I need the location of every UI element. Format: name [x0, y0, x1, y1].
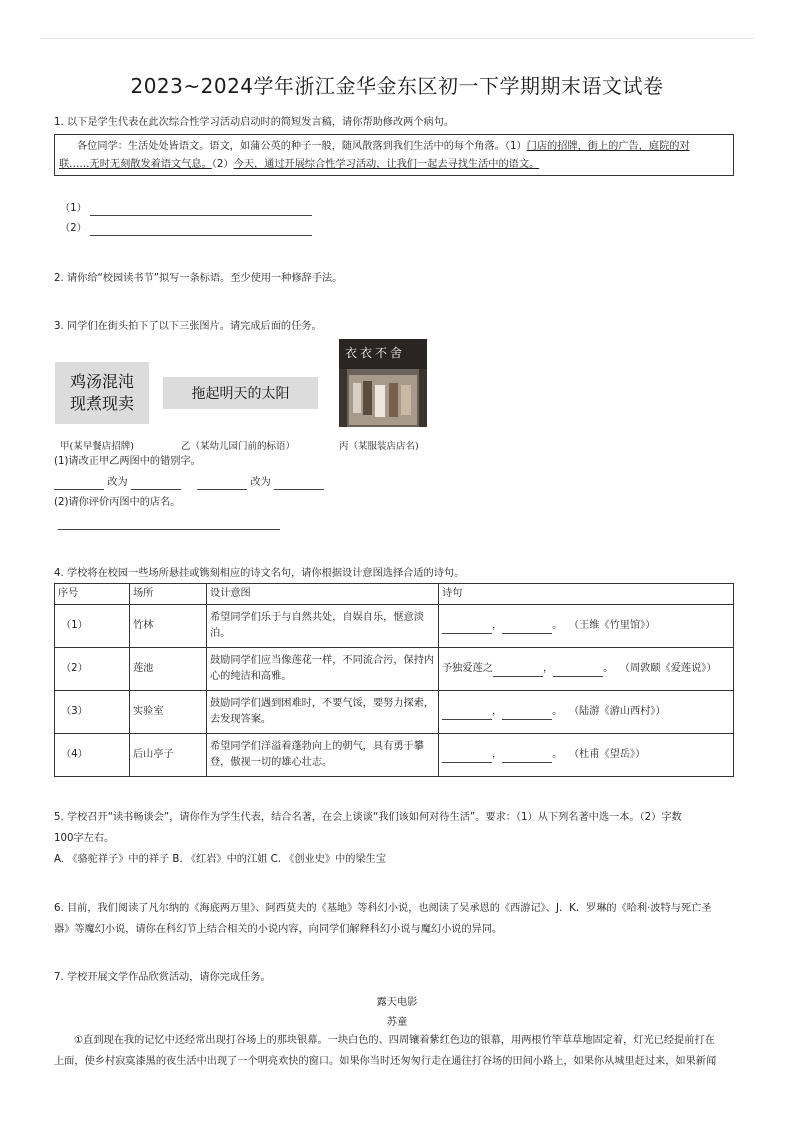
q1-stem: 1. 以下是学生代表在此次综合性学习活动启动时的简短发言稿，请你帮助修改两个病句。 — [54, 117, 455, 128]
article-paragraph-1-cont: 上面，使乡村寂寞漆黑的夜生活中出现了一个明亮欢快的窗口。如果你当时还匆匆行走在通往打谷场的田间小路上，如果你从城里赶过来，如果新闻 — [54, 1056, 717, 1067]
header-place: 场所 — [130, 584, 207, 605]
table-header-row — [55, 584, 734, 605]
q3-task-1-answers[interactable]: 改为 改为 — [54, 476, 324, 490]
poem-table — [54, 583, 734, 777]
caption-c: 丙（某服装店店名) — [339, 441, 419, 452]
table-row: （2） 莲池 鼓励同学们应当像莲花一样，不同流合污，保持内心的纯洁和高雅。 予独爱莲之 ， 。 （周敦颐《爱莲说》） — [55, 648, 734, 691]
header-no: 序号 — [55, 584, 130, 605]
article-paragraph-1: ①直到现在我的记忆中还经常出现打谷场上的那块银幕。一块白色的、四周镶着紫红色边的银幕，用两根竹竿草草地固定着，灯光已经提前打在 — [74, 1035, 715, 1046]
article-author: 苏童 — [386, 1017, 408, 1028]
q3-task-2: (2)请你评价丙图中的店名。 — [54, 497, 181, 508]
sign-kindergarten-slogan: 拖起明天的太阳 — [163, 377, 318, 409]
q3-stem: 3. 同学们在街头拍下了以下三张图片。请完成后面的任务。 — [54, 321, 322, 332]
q3-task-1: (1)请改正甲乙两图中的错别字。 — [54, 456, 201, 467]
q7-stem: 7. 学校开展文学作品欣赏活动，请你完成任务。 — [54, 972, 271, 983]
q3-task-2-answer[interactable] — [58, 516, 280, 530]
article-title: 露天电影 — [376, 997, 418, 1008]
q4-stem: 4. 学校将在校园一些场所悬挂或镌刻相应的诗文名句，请你根据设计意图选择合适的诗句。 — [54, 568, 465, 579]
table-row: （1） 竹林 希望同学们乐于与自然共处，自娱自乐，惬意淡泊。 ， 。 （王维《竹里馆》） — [55, 605, 734, 648]
page-title: 2023~2024学年浙江金华金东区初一下学期期末语文试卷 — [130, 74, 664, 98]
q1-box-line-1: 各位同学：生活处处皆语文。语文，如蒲公英的种子一般，随风散落到我们生活中的每个角落。（1）门店的招牌，街上的广告，庭院的对 — [77, 141, 690, 152]
q5-stem: 5. 学校召开“读书畅谈会”，请你作为学生代表，结合名著，在会上谈谈“我们该如何对待生活”。要求：（1）从下列名著中选一本。（2）字数 100字左右。 A. 《骆驼祥子》中的祥子 B. 《红岩》中的江姐 C. 《创业史》中的梁生宝 — [54, 807, 738, 870]
poem-fill-2[interactable]: 予独爱莲之 ， 。 （周敦颐《爱莲说》） — [439, 648, 734, 691]
poem-fill-1[interactable]: ， 。 （王维《竹里馆》） — [439, 605, 734, 648]
q1-answer-2[interactable]: （2） — [60, 222, 312, 236]
table-row: （3） 实验室 鼓励同学们遇到困难时，不要气馁，要努力探索，去发现答案。 ， 。 （陆游《游山西村》） — [55, 691, 734, 734]
poem-fill-4[interactable]: ， 。 （杜甫《望岳》） — [439, 734, 734, 777]
q6-stem: 6. 目前，我们阅读了凡尔纳的《海底两万里》、阿西莫夫的《基地》等科幻小说，也阅读了吴承恩的《西游记》、J．K．罗琳的《哈利·波特与死亡圣 器》等魔幻小说，请你在科幻节上结合相关的小说内容，向同学们解释科幻小说与魔幻小说的异同。 — [54, 903, 712, 935]
sign-breakfast-shop: 鸡汤混沌 现煮现卖 — [55, 362, 149, 424]
q1-answer-1[interactable]: （1） — [60, 202, 312, 216]
top-divider — [40, 38, 754, 39]
q2-stem: 2. 请你给“校园读书节”拟写一条标语。至少使用一种修辞手法。 — [54, 273, 343, 284]
clothing-store-photo — [339, 339, 427, 427]
store-name-sign: 衣衣不舍 — [345, 346, 406, 360]
caption-a: 甲(某早餐店招牌) — [60, 441, 134, 452]
q5-options: A. 《骆驼祥子》中的祥子 B. 《红岩》中的江姐 C. 《创业史》中的梁生宝 — [54, 854, 387, 865]
q1-box-line-2: 联……无时无刻散发着语文气息。（2）今天，通过开展综合性学习活动，让我们一起去寻找生活中的语文。 — [59, 159, 540, 170]
q1-speech-box — [54, 134, 734, 176]
poem-fill-3[interactable]: ， 。 （陆游《游山西村》） — [439, 691, 734, 734]
header-poem: 诗句 — [439, 584, 734, 605]
table-row: （4） 后山亭子 希望同学们洋溢着蓬勃向上的朝气，具有勇于攀登，傲视一切的雄心壮志。 ， 。 （杜甫《望岳》） — [55, 734, 734, 777]
caption-b: 乙（某幼儿园门前的标语） — [181, 441, 296, 452]
header-intent: 设计意图 — [207, 584, 439, 605]
